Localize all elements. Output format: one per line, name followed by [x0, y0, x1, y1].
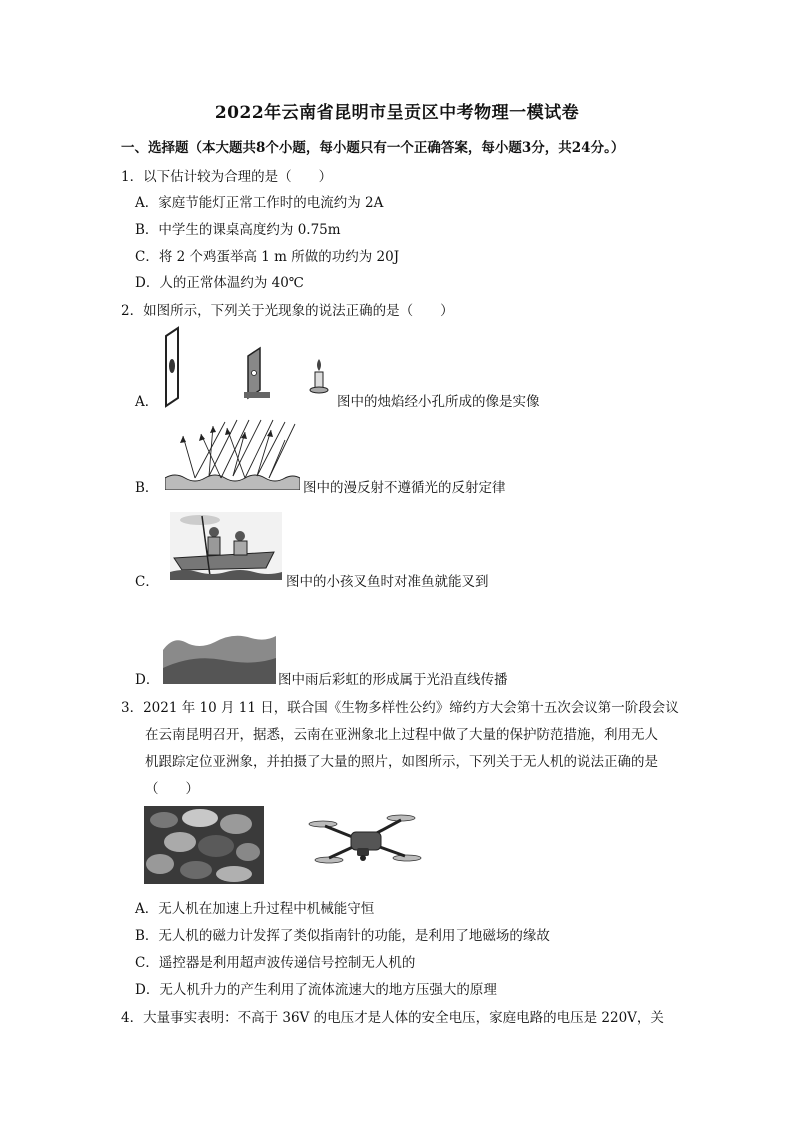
question-2-caption-b: 图中的漫反射不遵循光的反射定律: [303, 480, 506, 496]
question-2-caption-a: 图中的烛焰经小孔所成的像是实像: [337, 394, 540, 410]
drone-figure: [305, 810, 423, 876]
question-3-stem-line-4: （ ）: [145, 781, 199, 797]
diffuse-reflection-figure: [165, 416, 300, 490]
question-3-option-c: C．遥控器是利用超声波传递信号控制无人机的: [135, 955, 416, 971]
elephant-aerial-photo: [144, 806, 264, 884]
spear-fishing-figure: [170, 512, 282, 580]
question-2-label-c: C．: [135, 574, 159, 590]
section-heading: 一、选择题（本大题共8个小题，每小题只有一个正确答案，每小题3分，共24分。）: [121, 140, 625, 156]
page-title: 2022年云南省昆明市呈贡区中考物理一模试卷: [214, 103, 580, 123]
question-2-label-a: A．: [135, 394, 159, 410]
question-1-option-a: A．家庭节能灯正常工作时的电流约为 2A: [135, 195, 384, 211]
question-1-option-b: B．中学生的课桌高度约为 0.75m: [135, 222, 341, 238]
question-1-stem: 1．以下估计较为合理的是（ ）: [121, 169, 333, 185]
question-3-option-b: B．无人机的磁力计发挥了类似指南针的功能，是利用了地磁场的缘故: [135, 928, 550, 944]
question-2-label-b: B．: [135, 480, 159, 496]
question-2-caption-d: 图中雨后彩虹的形成属于光沿直线传播: [278, 672, 508, 688]
question-1-option-c: C．将 2 个鸡蛋举高 1 m 所做的功约为 20J: [135, 249, 400, 265]
rainbow-landscape-figure: [163, 622, 276, 684]
question-3-stem-line-2: 在云南昆明召开，据悉，云南在亚洲象北上过程中做了大量的保护防范措施，利用无人: [145, 727, 658, 743]
question-3-option-a: A．无人机在加速上升过程中机械能守恒: [135, 901, 375, 917]
question-3-option-d: D．无人机升力的产生利用了流体流速大的地方压强大的原理: [135, 982, 497, 998]
question-4-stem: 4．大量事实表明：不高于 36V 的电压才是人体的安全电压，家庭电路的电压是 220V，关: [121, 1010, 664, 1026]
question-3-stem-line-3: 机跟踪定位亚洲象，并拍摄了大量的照片，如图所示，下列关于无人机的说法正确的是: [145, 754, 658, 770]
pinhole-camera-figure: [160, 326, 332, 408]
question-2-caption-c: 图中的小孩叉鱼时对准鱼就能叉到: [286, 574, 489, 590]
question-3-stem-line-1: 3．2021 年 10 月 11 日，联合国《生物多样性公约》缔约方大会第十五次会议第一阶段会议: [121, 700, 679, 716]
question-1-option-d: D．人的正常体温约为 40℃: [135, 275, 304, 291]
question-2-label-d: D．: [135, 672, 160, 688]
question-2-stem: 2．如图所示，下列关于光现象的说法正确的是（ ）: [121, 303, 454, 319]
